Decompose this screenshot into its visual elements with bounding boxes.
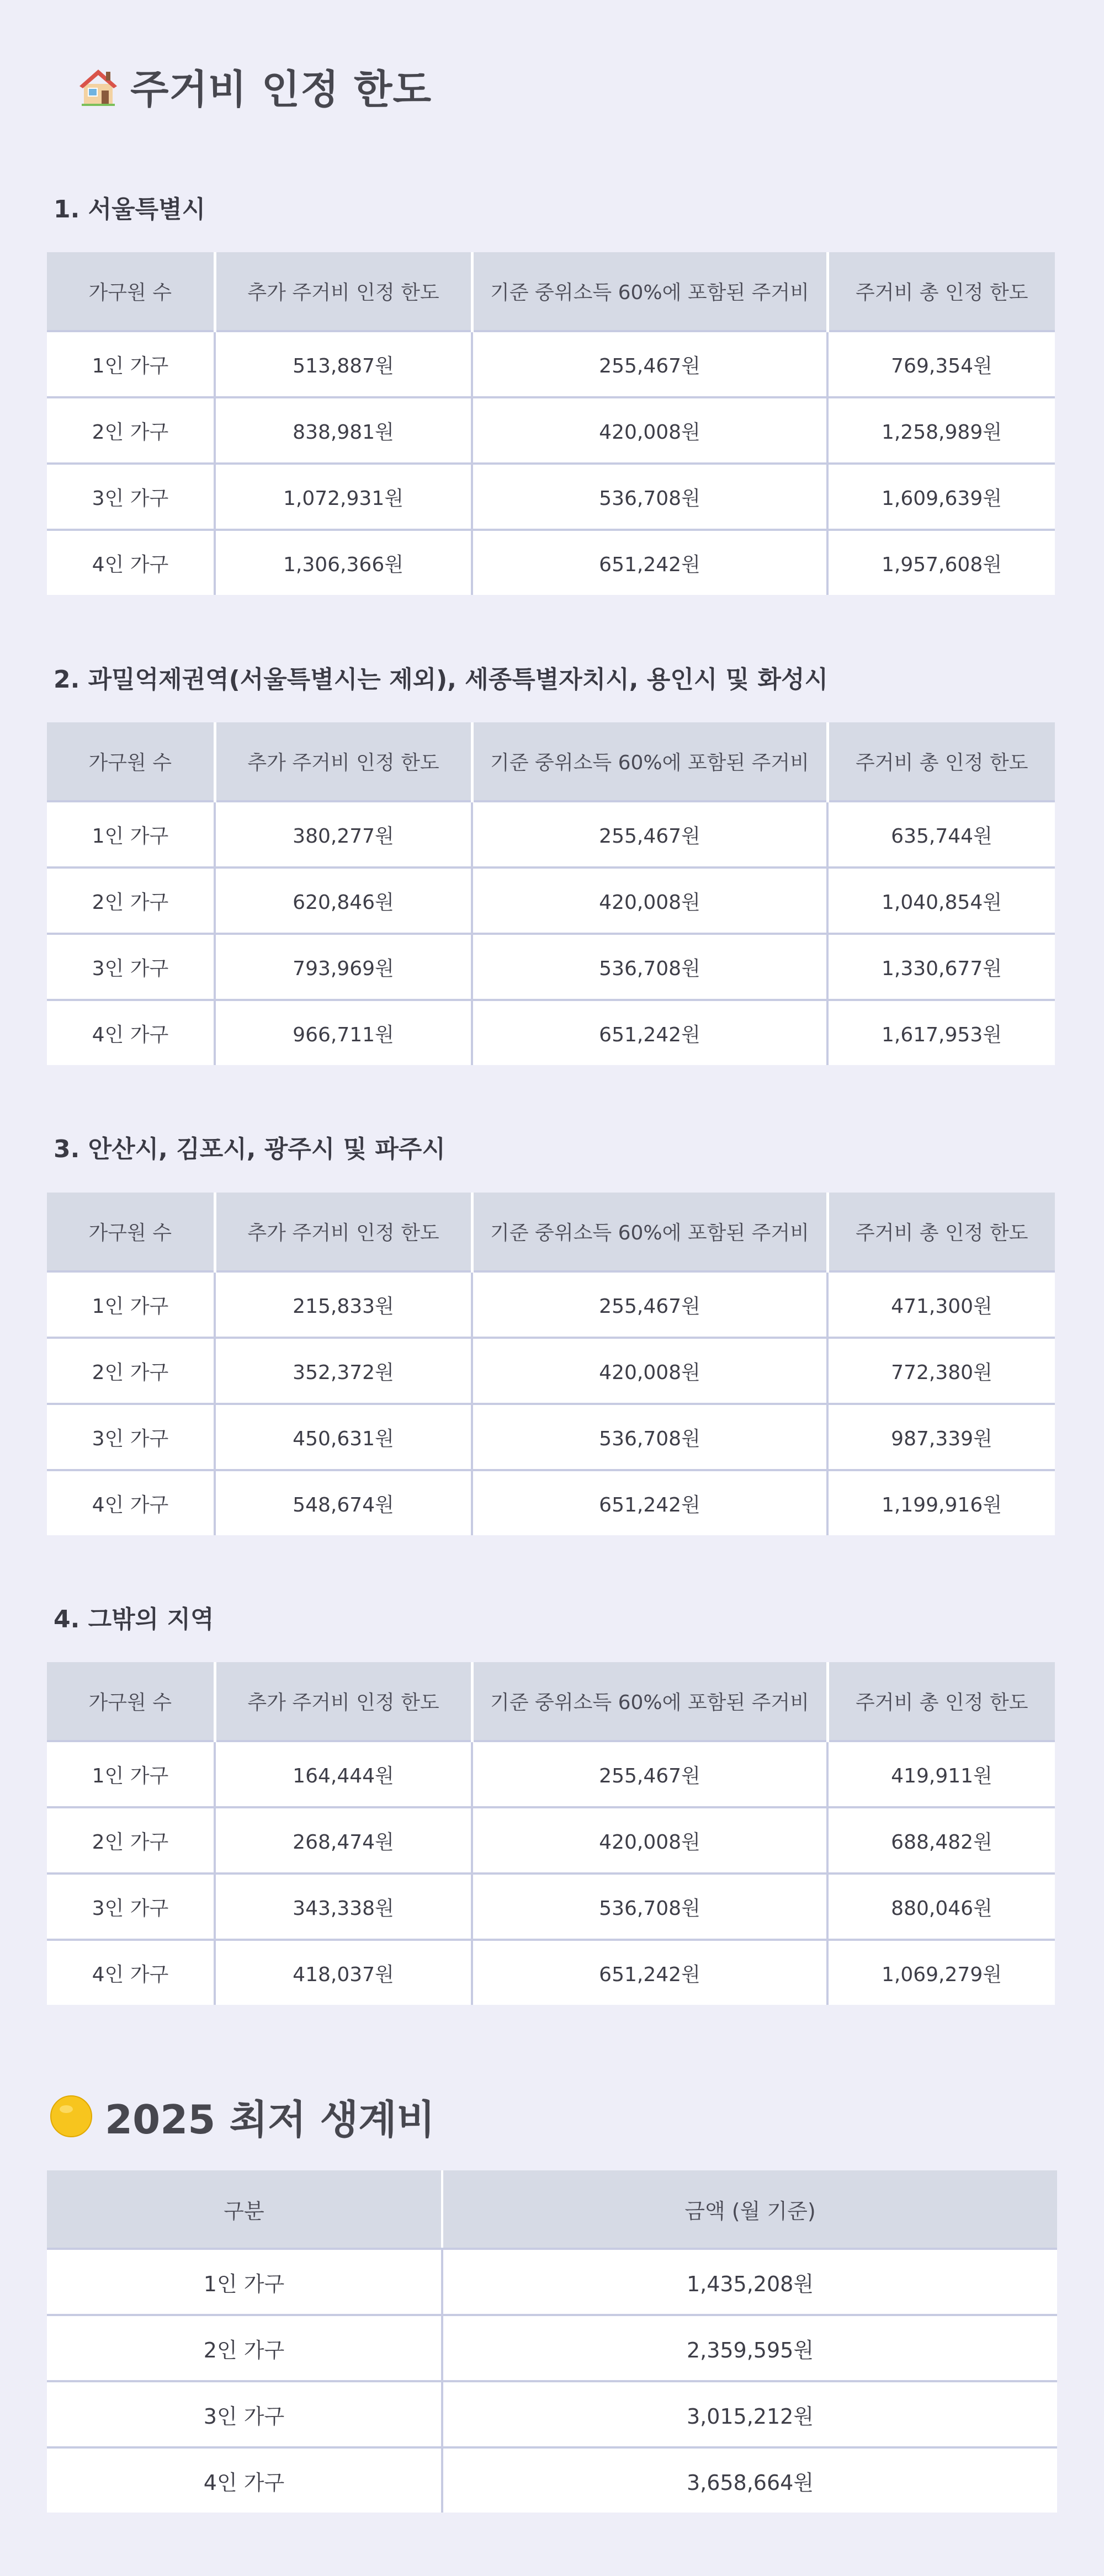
total-limit-cell: 772,380원 [827, 1338, 1055, 1404]
household-size-cell: 4인 가구 [47, 1000, 215, 1065]
additional-limit-cell: 352,372원 [215, 1338, 472, 1404]
household-size-cell: 3인 가구 [47, 934, 215, 1000]
included-housing-cost-cell: 255,467원 [472, 1271, 827, 1338]
household-size-cell: 2인 가구 [47, 1338, 215, 1404]
additional-limit-cell: 164,444원 [215, 1741, 472, 1807]
household-size-cell: 2인 가구 [47, 1807, 215, 1874]
household-size-cell: 1인 가구 [47, 1741, 215, 1807]
housing-limit-table-other-regions [47, 1662, 1055, 2005]
amount-cell: 3,015,212원 [442, 2381, 1057, 2447]
additional-limit-cell: 268,474원 [215, 1807, 472, 1874]
table-row [47, 1271, 1055, 1338]
total-limit-cell: 1,609,639원 [827, 464, 1055, 530]
table-header-row [47, 722, 1055, 801]
page-title [76, 58, 432, 114]
table-row [47, 867, 1055, 934]
included-housing-cost-cell: 536,708원 [472, 1874, 827, 1940]
table-row [47, 1338, 1055, 1404]
section-heading-overcrowding-zone: 2. 과밀억제권역(서울특별시는 제외), 세종특별자치시, 용인시 및 화성시 [54, 666, 828, 694]
total-limit-cell: 1,040,854원 [827, 867, 1055, 934]
column-header-included-housing-cost: 기준 중위소득 60%에 포함된 주거비 [472, 722, 827, 801]
included-housing-cost-cell: 255,467원 [472, 331, 827, 397]
total-limit-cell: 419,911원 [827, 1741, 1055, 1807]
table-row [47, 1000, 1055, 1065]
column-header-monthly-amount: 금액 (월 기준) [442, 2170, 1057, 2249]
total-limit-cell: 1,199,916원 [827, 1470, 1055, 1535]
total-limit-cell: 635,744원 [827, 801, 1055, 867]
amount-cell: 1,435,208원 [442, 2249, 1057, 2315]
total-limit-cell: 1,258,989원 [827, 397, 1055, 464]
additional-limit-cell: 343,338원 [215, 1874, 472, 1940]
total-limit-cell: 1,069,279원 [827, 1940, 1055, 2005]
total-limit-cell: 987,339원 [827, 1404, 1055, 1470]
table-row [47, 2249, 1057, 2315]
additional-limit-cell: 215,833원 [215, 1271, 472, 1338]
household-size-cell: 1인 가구 [47, 331, 215, 397]
included-housing-cost-cell: 536,708원 [472, 464, 827, 530]
table-row [47, 1470, 1055, 1535]
household-size-cell: 2인 가구 [47, 867, 215, 934]
additional-limit-cell: 513,887원 [215, 331, 472, 397]
minimum-cost-title-text: 2025 최저 생계비 [105, 2096, 436, 2143]
column-header-additional-limit: 추가 주거비 인정 한도 [215, 252, 472, 331]
included-housing-cost-cell: 255,467원 [472, 801, 827, 867]
table-row [47, 801, 1055, 867]
additional-limit-cell: 838,981원 [215, 397, 472, 464]
included-housing-cost-cell: 420,008원 [472, 397, 827, 464]
table-header-row [47, 2170, 1057, 2249]
included-housing-cost-cell: 420,008원 [472, 1338, 827, 1404]
column-header-total-limit: 주거비 총 인정 한도 [827, 722, 1055, 801]
page-title-text: 주거비 인정 한도 [130, 66, 432, 113]
household-size-cell: 1인 가구 [47, 801, 215, 867]
total-limit-cell: 1,617,953원 [827, 1000, 1055, 1065]
column-header-additional-limit: 추가 주거비 인정 한도 [215, 1662, 472, 1741]
household-size-cell: 2인 가구 [47, 397, 215, 464]
table-row [47, 1807, 1055, 1874]
table-row [47, 934, 1055, 1000]
additional-limit-cell: 380,277원 [215, 801, 472, 867]
section-heading-other-regions: 4. 그밖의 지역 [54, 1605, 214, 1633]
total-limit-cell: 769,354원 [827, 331, 1055, 397]
total-limit-cell: 1,957,608원 [827, 530, 1055, 595]
included-housing-cost-cell: 420,008원 [472, 1807, 827, 1874]
household-size-cell: 3인 가구 [47, 1404, 215, 1470]
household-size-cell: 4인 가구 [47, 1470, 215, 1535]
column-header-included-housing-cost: 기준 중위소득 60%에 포함된 주거비 [472, 1662, 827, 1741]
category-cell: 4인 가구 [47, 2447, 442, 2513]
total-limit-cell: 880,046원 [827, 1874, 1055, 1940]
included-housing-cost-cell: 255,467원 [472, 1741, 827, 1807]
section-heading-seoul: 1. 서울특별시 [54, 195, 206, 223]
column-header-additional-limit: 추가 주거비 인정 한도 [215, 1193, 472, 1271]
table-row [47, 1874, 1055, 1940]
table-row [47, 530, 1055, 595]
household-size-cell: 3인 가구 [47, 464, 215, 530]
amount-cell: 2,359,595원 [442, 2315, 1057, 2381]
minimum-cost-table [47, 2170, 1057, 2513]
column-header-household-size: 가구원 수 [47, 1193, 215, 1271]
category-cell: 1인 가구 [47, 2249, 442, 2315]
housing-limit-table-ansan-gimpo-gwangju-paju [47, 1193, 1055, 1535]
column-header-category: 구분 [47, 2170, 442, 2249]
table-header-row [47, 1662, 1055, 1741]
table-row [47, 2315, 1057, 2381]
column-header-included-housing-cost: 기준 중위소득 60%에 포함된 주거비 [472, 252, 827, 331]
table-row [47, 2447, 1057, 2513]
column-header-additional-limit: 추가 주거비 인정 한도 [215, 722, 472, 801]
included-housing-cost-cell: 420,008원 [472, 867, 827, 934]
house-icon [76, 64, 120, 108]
column-header-included-housing-cost: 기준 중위소득 60%에 포함된 주거비 [472, 1193, 827, 1271]
coin-icon [50, 2095, 93, 2138]
total-limit-cell: 471,300원 [827, 1271, 1055, 1338]
column-header-total-limit: 주거비 총 인정 한도 [827, 252, 1055, 331]
table-header-row [47, 1193, 1055, 1271]
total-limit-cell: 1,330,677원 [827, 934, 1055, 1000]
table-row [47, 1741, 1055, 1807]
column-header-total-limit: 주거비 총 인정 한도 [827, 1193, 1055, 1271]
included-housing-cost-cell: 651,242원 [472, 1470, 827, 1535]
column-header-household-size: 가구원 수 [47, 722, 215, 801]
table-row [47, 464, 1055, 530]
table-row [47, 2381, 1057, 2447]
total-limit-cell: 688,482원 [827, 1807, 1055, 1874]
included-housing-cost-cell: 536,708원 [472, 1404, 827, 1470]
included-housing-cost-cell: 536,708원 [472, 934, 827, 1000]
additional-limit-cell: 1,306,366원 [215, 530, 472, 595]
additional-limit-cell: 966,711원 [215, 1000, 472, 1065]
household-size-cell: 1인 가구 [47, 1271, 215, 1338]
additional-limit-cell: 620,846원 [215, 867, 472, 934]
included-housing-cost-cell: 651,242원 [472, 530, 827, 595]
table-row [47, 331, 1055, 397]
category-cell: 3인 가구 [47, 2381, 442, 2447]
amount-cell: 3,658,664원 [442, 2447, 1057, 2513]
column-header-total-limit: 주거비 총 인정 한도 [827, 1662, 1055, 1741]
minimum-cost-title [50, 2083, 435, 2149]
table-row [47, 1940, 1055, 2005]
column-header-household-size: 가구원 수 [47, 1662, 215, 1741]
additional-limit-cell: 793,969원 [215, 934, 472, 1000]
housing-limit-table-overcrowding-zone [47, 722, 1055, 1065]
table-header-row [47, 252, 1055, 331]
household-size-cell: 4인 가구 [47, 1940, 215, 2005]
additional-limit-cell: 1,072,931원 [215, 464, 472, 530]
housing-limit-table-seoul [47, 252, 1055, 595]
category-cell: 2인 가구 [47, 2315, 442, 2381]
table-row [47, 397, 1055, 464]
table-row [47, 1404, 1055, 1470]
column-header-household-size: 가구원 수 [47, 252, 215, 331]
additional-limit-cell: 418,037원 [215, 1940, 472, 2005]
additional-limit-cell: 450,631원 [215, 1404, 472, 1470]
additional-limit-cell: 548,674원 [215, 1470, 472, 1535]
section-heading-ansan-gimpo-gwangju-paju: 3. 안산시, 김포시, 광주시 및 파주시 [54, 1135, 445, 1163]
household-size-cell: 4인 가구 [47, 530, 215, 595]
household-size-cell: 3인 가구 [47, 1874, 215, 1940]
included-housing-cost-cell: 651,242원 [472, 1940, 827, 2005]
included-housing-cost-cell: 651,242원 [472, 1000, 827, 1065]
